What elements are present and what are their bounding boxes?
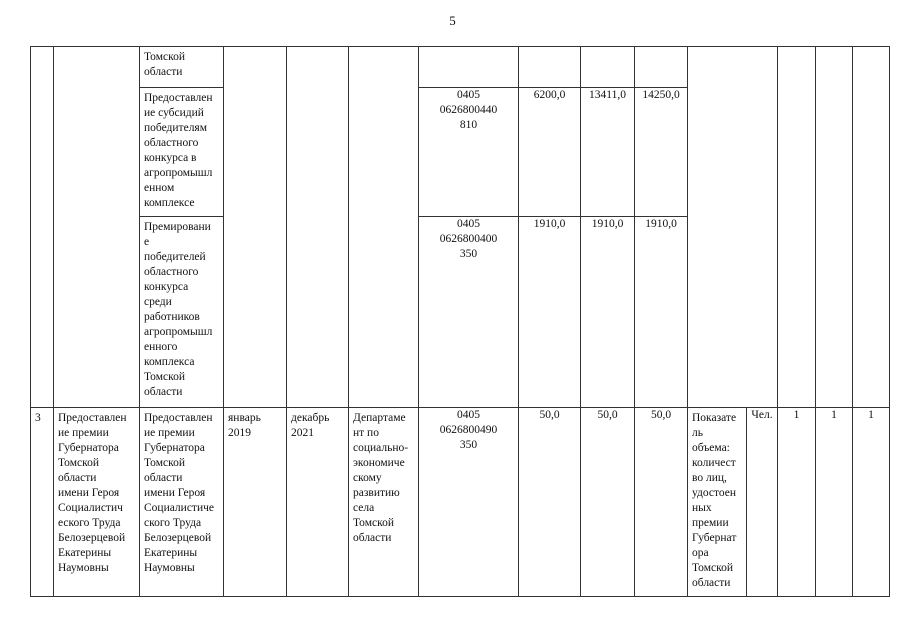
value-2019: 1910,0 <box>533 218 566 230</box>
value-2021: 14250,0 <box>642 89 680 101</box>
cell-indicator-2020 <box>816 408 853 597</box>
cell-indicator-2019 <box>778 408 816 597</box>
task-text: Предоставлен ие субсидий победителям областного конкурса в агропромышл енном комплексе <box>144 92 213 209</box>
cell-measure <box>54 408 140 597</box>
cell-value-2020 <box>581 217 635 408</box>
cell-value-2021 <box>635 408 688 597</box>
cell-value-2021 <box>635 88 688 217</box>
kbk-code: 0405 0626800400 350 <box>439 218 498 260</box>
cell-start-date <box>224 408 287 597</box>
task-text: Предоставлен ие премии Губернатора Томской области имени Героя Социалистиче ского Труда Белозерцевой Екатерины Наумовны <box>144 412 214 574</box>
indicator-text: Показате ль объема: количест во лиц, удостоен ных премии Губернат ора Томской области <box>692 412 737 589</box>
value-2021: 1910,0 <box>645 218 677 230</box>
cell-task <box>140 88 224 217</box>
program-table <box>30 46 890 597</box>
table-row <box>31 408 890 597</box>
cell-start-date <box>224 47 287 408</box>
cell-indicator-2019 <box>778 47 816 408</box>
task-text: Премировани е победителей областного конкурса среди работников агропромышл енного комплекса Томской области <box>144 221 213 398</box>
cell-value-2021 <box>635 217 688 408</box>
cell-executor <box>349 408 419 597</box>
table-row <box>31 47 890 88</box>
cell-row-number <box>31 408 54 597</box>
kbk-code: 0405 0626800490 350 <box>439 409 498 451</box>
cell-task <box>140 217 224 408</box>
executor-text: Департаме нт по социально- экономиче скому развитию села Томской области <box>353 412 409 544</box>
cell-indicator <box>688 408 747 597</box>
cell-measure <box>54 47 140 408</box>
cell-value-2021 <box>635 47 688 88</box>
value-2019: 6200,0 <box>533 89 566 101</box>
cell-kbk <box>419 217 519 408</box>
value-2019: 50,0 <box>539 409 560 421</box>
cell-task <box>140 408 224 597</box>
cell-executor <box>349 47 419 408</box>
cell-value-2019 <box>519 88 581 217</box>
cell-kbk <box>419 408 519 597</box>
task-text: Томской области <box>144 51 185 78</box>
cell-indicator-2020 <box>816 47 853 408</box>
cell-indicator <box>688 47 778 408</box>
cell-unit <box>747 408 778 597</box>
cell-value-2019 <box>519 47 581 88</box>
indicator-value-2020: 1 <box>831 409 837 421</box>
cell-indicator-2021 <box>853 408 890 597</box>
cell-end-date <box>287 408 349 597</box>
value-2020: 50,0 <box>597 409 618 421</box>
page-number: 5 <box>449 13 456 28</box>
cell-end-date <box>287 47 349 408</box>
row-number: 3 <box>35 412 41 424</box>
cell-kbk <box>419 47 519 88</box>
cell-row-number <box>31 47 54 408</box>
cell-value-2019 <box>519 217 581 408</box>
cell-value-2020 <box>581 47 635 88</box>
cell-value-2020 <box>581 88 635 217</box>
end-date: декабрь 2021 <box>291 412 330 439</box>
cell-value-2019 <box>519 408 581 597</box>
cell-task <box>140 47 224 88</box>
value-2020: 1910,0 <box>591 218 624 230</box>
kbk-code: 0405 0626800440 810 <box>439 89 498 131</box>
indicator-value-2021: 1 <box>868 409 874 421</box>
cell-indicator-2021 <box>853 47 890 408</box>
value-2021: 50,0 <box>650 409 672 421</box>
cell-kbk <box>419 88 519 217</box>
value-2020: 13411,0 <box>589 89 626 101</box>
start-date: январь 2019 <box>228 412 261 439</box>
unit-text: Чел. <box>751 409 773 421</box>
indicator-value-2019: 1 <box>793 409 800 421</box>
cell-value-2020 <box>581 408 635 597</box>
measure-text: Предоставлен ие премии Губернатора Томской области имени Героя Социалистич еского Труда Белозерцевой Екатерины Наумовны <box>58 412 127 574</box>
